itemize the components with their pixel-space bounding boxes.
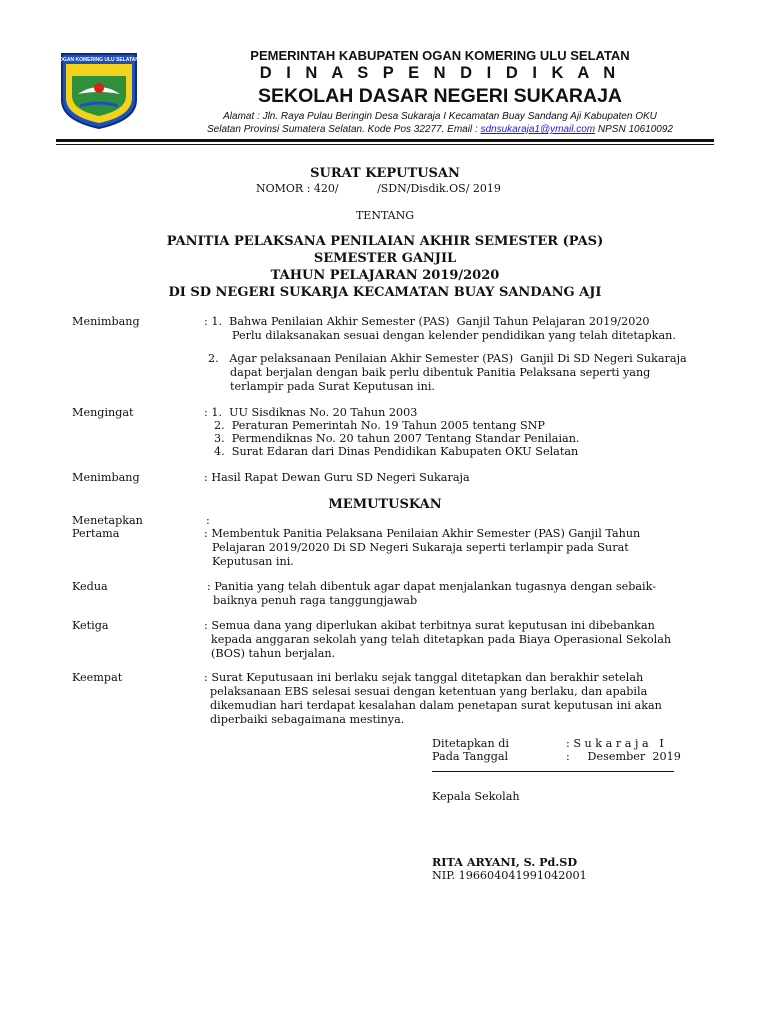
tanggal-value: : Desember 2019: [566, 750, 681, 763]
menimbang-2-label: Menimbang: [72, 471, 140, 484]
menimbang-item-2: 2. Agar pelaksanaan Penilaian Akhir Semester (PAS) Ganjil Di SD Negeri Sukaraja: [208, 352, 687, 365]
mengingat-item-1: : 1. UU Sisdiknas No. 20 Tahun 2003: [204, 406, 418, 419]
ketiga-line-1: : Semua dana yang diperlukan akibat terbitnya surat keputusan ini dibebankan: [204, 619, 655, 632]
menimbang-label: Menimbang: [72, 315, 140, 328]
memutuskan-heading: MEMUTUSKAN: [328, 497, 442, 512]
mengingat-item-4: 4. Surat Edaran dari Dinas Pendidikan Kabupaten OKU Selatan: [214, 445, 579, 458]
header-divider-thin: [56, 144, 714, 145]
menetapkan-colon: :: [206, 514, 210, 527]
keempat-line-4: diperbaiki sebagaimana mestinya.: [210, 713, 405, 726]
government-name: PEMERINTAH KABUPATEN OGAN KOMERING ULU SELATAN: [250, 48, 630, 63]
menimbang-item-1-cont: Perlu dilaksanakan sesuai dengan kelender pendidikan yang telah ditetapkan.: [232, 329, 676, 342]
signature-divider: [432, 771, 674, 772]
header-divider-thick: [56, 139, 714, 142]
document-heading: SURAT KEPUTUSAN: [310, 166, 460, 181]
signer-role: Kepala Sekolah: [432, 790, 520, 803]
ketiga-line-3: (BOS) tahun berjalan.: [211, 647, 336, 660]
menetapkan-label: Menetapkan: [72, 514, 143, 527]
subject-line-4: DI SD NEGERI SUKARJA KECAMATAN BUAY SANDANG AJI: [168, 285, 602, 300]
kedua-line-1: : Panitia yang telah dibentuk agar dapat menjalankan tugasnya dengan sebaik-: [207, 580, 657, 593]
school-name: SEKOLAH DASAR NEGERI SUKARAJA: [257, 85, 623, 107]
menimbang-item-2-cont-a: dapat berjalan dengan baik perlu dibentuk Panitia Pelaksana seperti yang: [230, 366, 651, 379]
mengingat-item-3: 3. Permendiknas No. 20 tahun 2007 Tentang Standar Penilaian.: [214, 432, 580, 445]
address-line-2: [160, 124, 720, 135]
signer-nip: NIP. 196604041991042001: [432, 869, 587, 882]
ditetapkan-label: Ditetapkan di: [432, 737, 509, 750]
tentang-label: TENTANG: [355, 209, 415, 222]
mengingat-label: Mengingat: [72, 406, 134, 419]
keempat-line-2: pelaksanaan EBS selesai sesuai dengan ketentuan yang berlaku, dan apabila: [210, 685, 648, 698]
subject-line-1: PANITIA PELAKSANA PENILAIAN AKHIR SEMESTER (PAS): [166, 234, 604, 249]
address-line-1: Alamat : Jln. Raya Pulau Beringin Desa Sukaraja I Kecamatan Buay Sandang Aji Kabupaten OKU: [223, 111, 657, 122]
keempat-label: Keempat: [72, 671, 123, 684]
logo-text: OGAN KOMERING ULU SELATAN: [59, 57, 139, 63]
ketiga-line-2: kepada anggaran sekolah yang telah ditetapkan pada Biaya Operasional Sekolah: [211, 633, 672, 646]
signer-name: RITA ARYANI, S. Pd.SD: [432, 855, 578, 869]
menimbang-item-2-cont-b: terlampir pada Surat Keputusan ini.: [230, 380, 435, 393]
menimbang-2-text: : Hasil Rapat Dewan Guru SD Negeri Sukaraja: [204, 471, 470, 484]
ditetapkan-value: : S u k a r a j a I: [566, 737, 664, 750]
tanggal-label: Pada Tanggal: [432, 750, 509, 763]
subject-line-2: SEMESTER GANJIL: [313, 251, 457, 266]
document-number: NOMOR : 420/ /SDN/Disdik.OS/ 2019: [256, 182, 501, 195]
pertama-line-2: Pelajaran 2019/2020 Di SD Negeri Sukaraja seperti terlampir pada Surat: [212, 541, 629, 554]
pertama-line-1: : Membentuk Panitia Pelaksana Penilaian Akhir Semester (PAS) Ganjil Tahun: [204, 527, 641, 540]
district-logo: [58, 50, 140, 130]
kedua-label: Kedua: [72, 580, 108, 593]
pertama-line-3: Keputusan ini.: [212, 555, 294, 568]
ketiga-label: Ketiga: [72, 619, 109, 632]
department-name: D I N A S P E N D I D I K A N: [259, 64, 621, 82]
keempat-line-3: dikemudian hari terdapat kesalahan dalam penetapan surat keputusan ini akan: [210, 699, 662, 712]
email-link[interactable]: sdnsukaraja1@ymail.com: [480, 124, 596, 135]
pertama-label: Pertama: [72, 527, 120, 540]
address-line-2-suffix: NPSN 10610092: [595, 124, 673, 135]
keempat-line-1: : Surat Keputusaan ini berlaku sejak tanggal ditetapkan dan berakhir setelah: [204, 671, 644, 684]
mengingat-item-2: 2. Peraturan Pemerintah No. 19 Tahun 2005 tentang SNP: [214, 419, 545, 432]
menimbang-item-1: : 1. Bahwa Penilaian Akhir Semester (PAS) Ganjil Tahun Pelajaran 2019/2020: [204, 315, 650, 328]
kedua-line-2: baiknya penuh raga tanggungjawab: [213, 594, 418, 607]
address-line-2-prefix: Selatan Provinsi Sumatera Selatan. Kode Pos 32277. Email :: [207, 124, 481, 135]
subject-line-3: TAHUN PELAJARAN 2019/2020: [270, 268, 500, 283]
